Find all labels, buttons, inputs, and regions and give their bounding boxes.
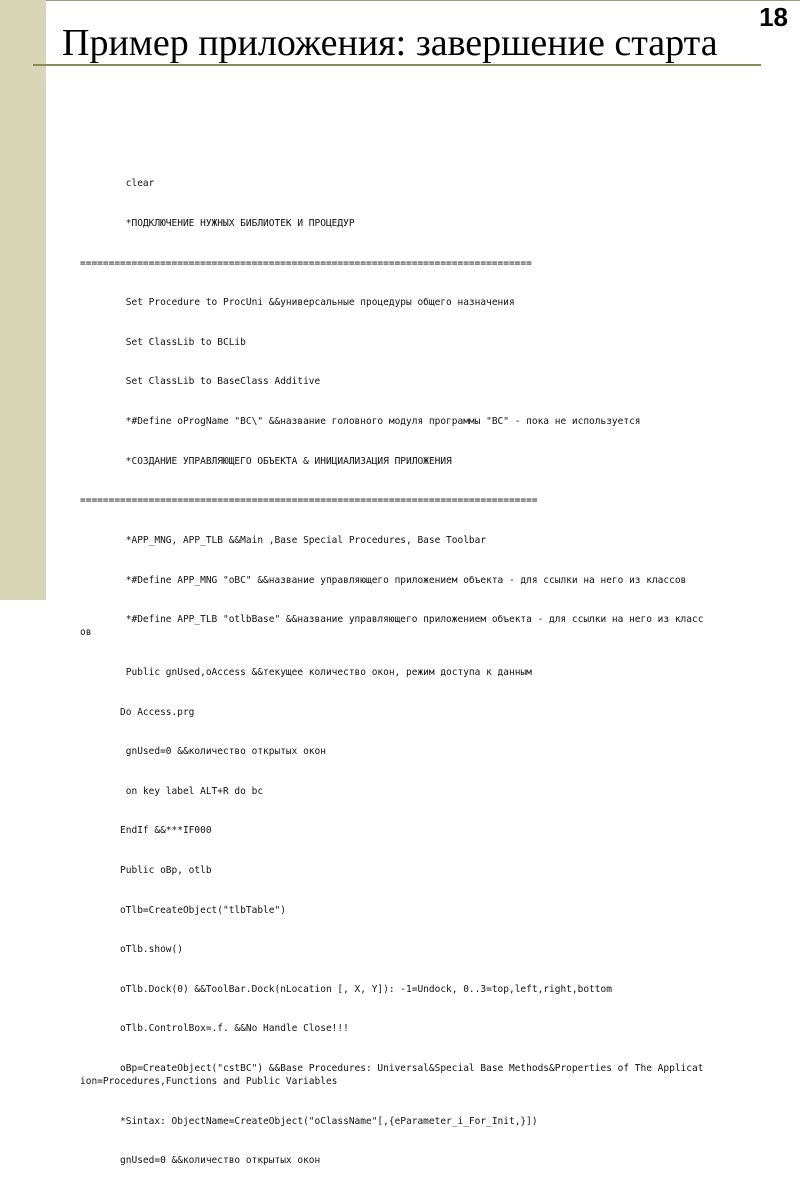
code-listing	[80, 151, 704, 1194]
slide-title: Пример приложения: завершение старта	[62, 22, 718, 64]
left-decor-bar	[0, 0, 46, 600]
code-line: Set ClassLib to BaseClass Additive	[80, 376, 321, 388]
code-line: *#Define APP_MNG "oBC" &&название управляющего приложением объекта - для ссылки на него из классов	[80, 574, 687, 586]
code-line: oTlb.ControlBox=.f. &&No Handle Close!!!	[80, 1023, 349, 1035]
code-line: oTlb.Dock(0) &&ToolBar.Dock(nLocation [, X, Y]): -1=Undock, 0..3=top,left,right,bottom	[80, 983, 612, 995]
code-line: Set ClassLib to BCLib	[80, 336, 246, 348]
code-line: Do Access.prg	[80, 706, 195, 718]
slide-number: 18	[759, 2, 788, 32]
code-line: Public gnUsed,oAccess &&текущее количество окон, режим доступа к данным	[80, 666, 532, 678]
code-line: Set Procedure to ProcUni &&универсальные процедуры общего назначения	[80, 297, 515, 309]
code-line: *ПОДКЛЮЧЕНИЕ НУЖНЫХ БИБЛИОТЕК И ПРОЦЕДУР	[80, 218, 355, 230]
code-line: oTlb=CreateObject("tlbTable")	[80, 904, 286, 916]
code-line: ===============================================================================	[80, 257, 532, 269]
code-line: Public oBp, otlb	[80, 864, 212, 876]
code-line: oTlb.show()	[80, 944, 183, 956]
code-line: on key label ALT+R do bc	[80, 785, 264, 797]
title-underline	[33, 64, 761, 66]
code-line: clear	[80, 178, 155, 190]
code-line: ================================================================================	[80, 495, 538, 507]
code-line: *#Define oProgName "BC\" &&название головного модуля программы "BC" - пока не используется	[80, 416, 641, 428]
code-line: *Sintax: ObjectName=CreateObject("oClassName"[,{eParameter_i_For_Init,}])	[80, 1115, 538, 1127]
code-line: gnUsed=0 &&количество открытых окон	[80, 1155, 321, 1167]
code-line: gnUsed=0 &&количество открытых окон	[80, 746, 326, 758]
code-line: *СОЗДАНИЕ УПРАВЛЯЮЩЕГО ОБЪЕКТА & ИНИЦИАЛИЗАЦИЯ ПРИЛОЖЕНИЯ	[80, 455, 452, 467]
top-border-line	[46, 0, 800, 1]
code-line: *#Define APP_TLB "otlbBase" &&название управляющего приложением объекта - для ссылки на него из классов	[80, 614, 704, 639]
code-line: *APP_MNG, APP_TLB &&Main ,Base Special Procedures, Base Toolbar	[80, 534, 487, 546]
code-line: oBp=CreateObject("cstBC") &&Base Procedures: Universal&Special Base Methods&Properties of The Application=Procedures,Functions and Public Variables	[80, 1063, 704, 1088]
code-line: EndIf &&***IF000	[80, 825, 212, 837]
